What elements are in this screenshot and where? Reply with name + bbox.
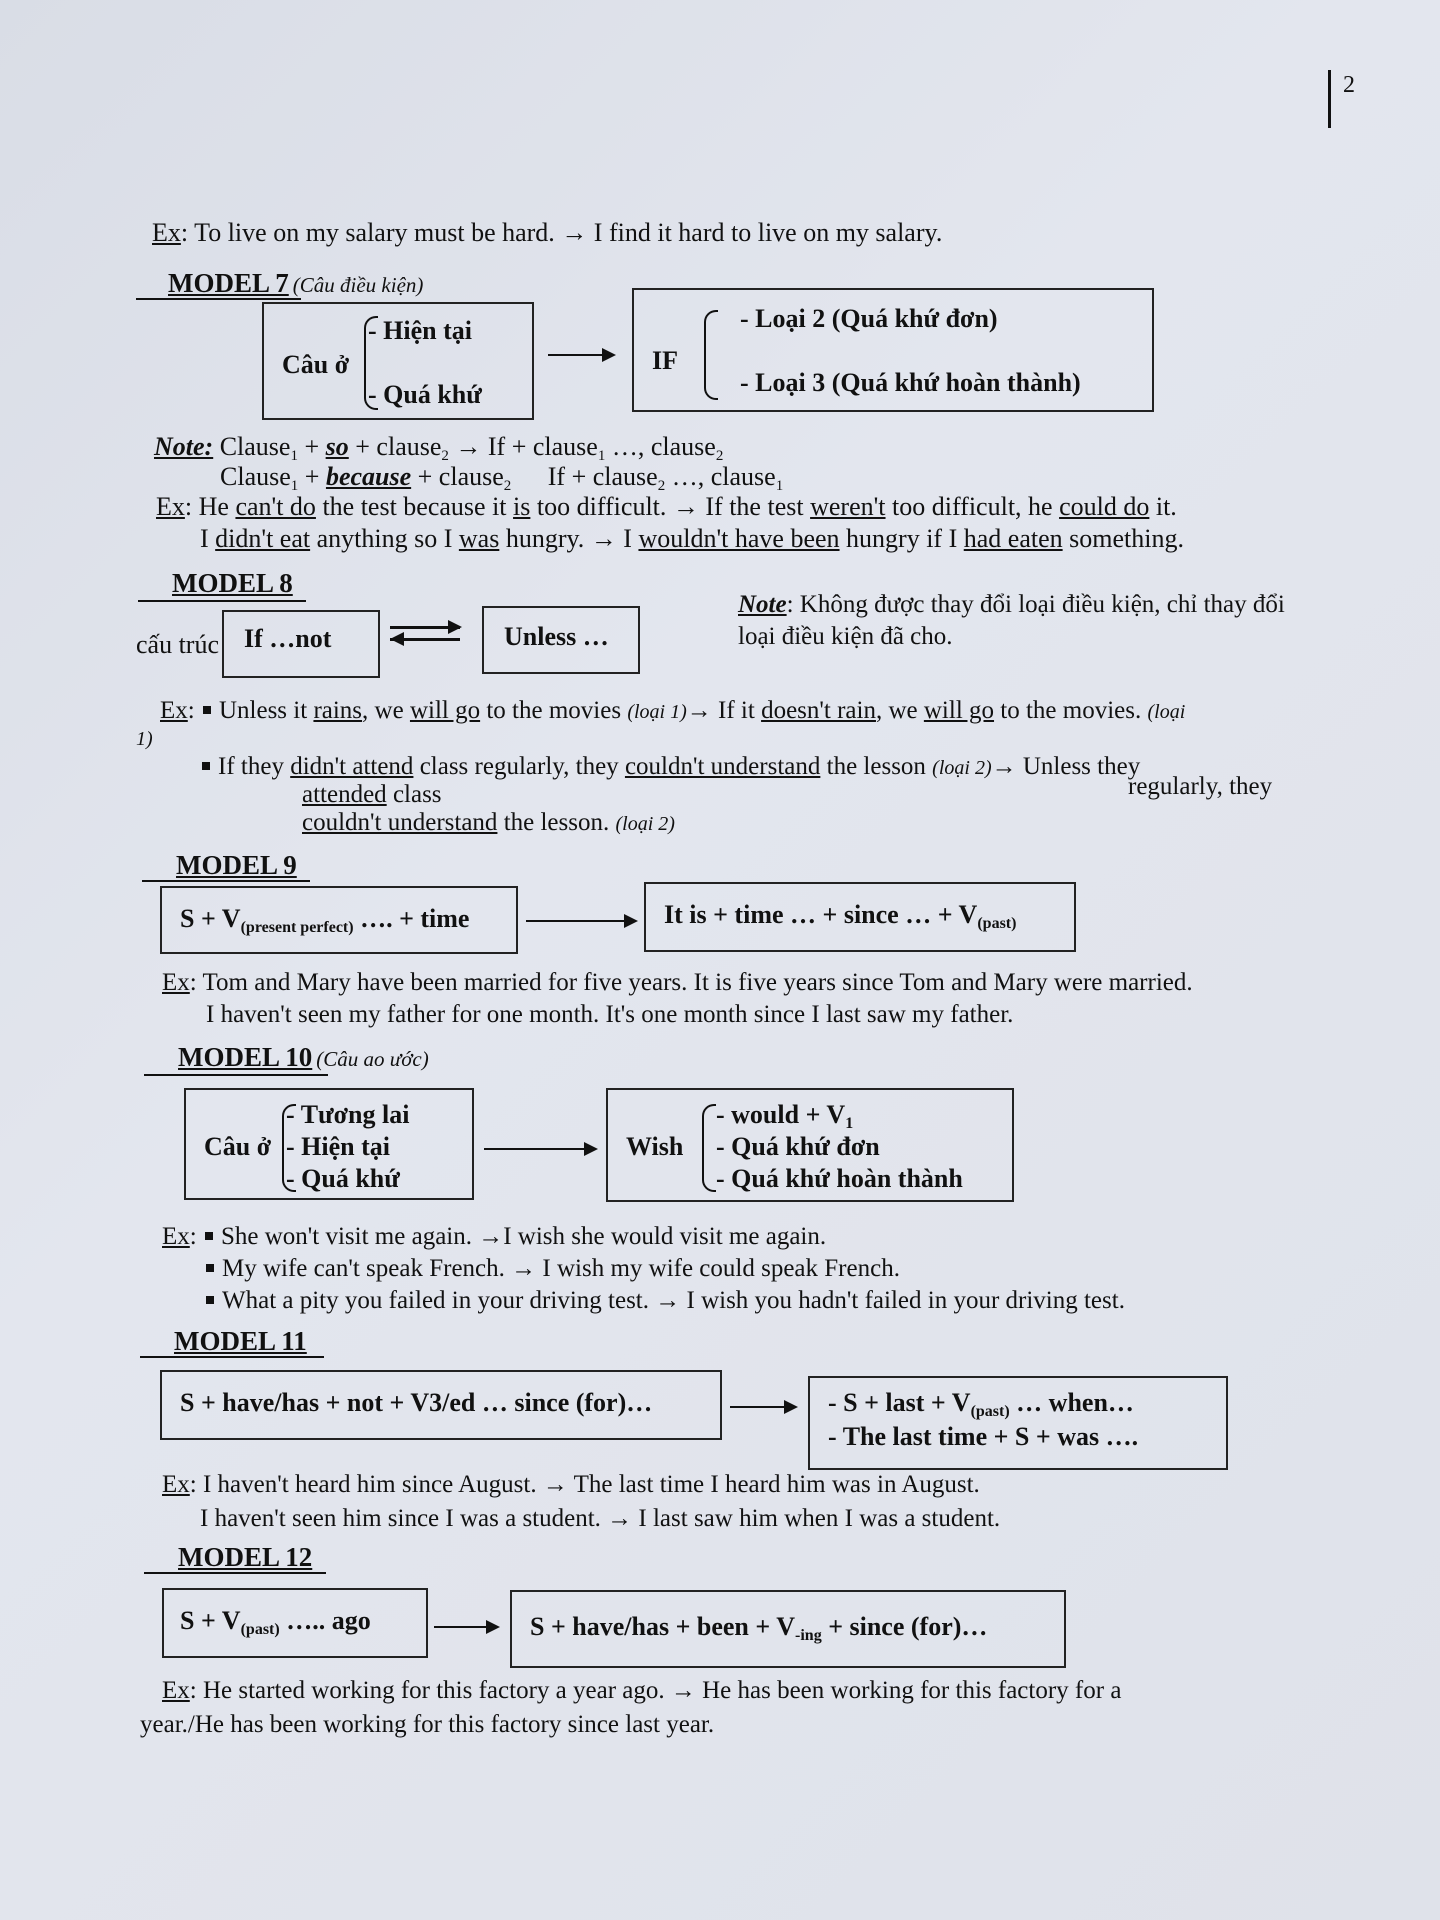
model9-example-1 [162, 968, 1193, 998]
model8-example-2-line2 [302, 780, 442, 810]
ex-underline: couldn't understand [302, 809, 498, 836]
ex-text: : He [184, 492, 236, 521]
model8-example-1-wrap: 1) [136, 728, 153, 750]
model9-left-box-text [180, 904, 469, 937]
formula-sub: (past) [970, 1403, 1010, 1420]
model8-example-2 [200, 752, 1140, 783]
ex-underline: couldn't understand [624, 753, 821, 780]
ex-text: She won't visit me again. →I wish she would visit me again. [220, 1223, 827, 1250]
brace-icon [702, 1104, 716, 1192]
ex-underline: didn't eat [215, 524, 311, 553]
ex-underline: had eaten [963, 524, 1063, 553]
ex-label: Ex [162, 1223, 190, 1250]
model8-note-line1 [738, 590, 1285, 620]
bullet-icon [206, 1296, 214, 1304]
model12-example-2: year./He has been working for this factory since last year. [140, 1711, 715, 1738]
ex-underline: rains [313, 697, 363, 724]
model11-example-2: I haven't seen him since I was a student. → I last saw him when I was a student. [200, 1505, 1001, 1532]
model8-right-box [482, 606, 640, 674]
arrow-right-icon [548, 354, 614, 356]
model7-example-1 [156, 492, 1177, 522]
ex-text: , we [875, 697, 924, 724]
model12-title: MODEL 12 [178, 1542, 313, 1572]
arrow-right-icon [730, 1406, 796, 1408]
ex-underline: attended [302, 781, 387, 808]
model10-example-1: Ex: She won't visit me again. →I wish she would visit me again. [162, 1223, 827, 1250]
ex-text: : [187, 697, 201, 724]
model10-left-item-2: - Hiện tại [286, 1132, 390, 1161]
ex-note: (loại 1) [627, 701, 687, 723]
model8-left-box [222, 610, 380, 678]
note-text: + clause [348, 432, 442, 461]
model10-right-item-2: - Quá khứ đơn [716, 1132, 880, 1161]
model11-left-box-text: S + have/has + not + V3/ed … since (for)… [180, 1388, 653, 1417]
bullet-icon [205, 1232, 213, 1240]
formula-sub: (past) [977, 915, 1017, 932]
ex-text: If they [218, 753, 291, 780]
note-text: : Không được thay đổi loại điều kiện, chỉ thay đổi [786, 591, 1285, 618]
model7-right-item-1: - Loại 2 (Quá khứ đơn) [740, 304, 998, 333]
model7-right-box [632, 288, 1154, 412]
ex-label: Ex [162, 1471, 190, 1498]
note-text: If + clause [547, 462, 658, 491]
ex-text: too difficult, he [885, 492, 1060, 521]
ex-text: What a pity you failed in your driving test. → I wish you hadn't failed in your driving test. [222, 1287, 1125, 1314]
ex-text: I [200, 524, 216, 553]
ex-underline: wouldn't have been [638, 524, 840, 553]
note-label: Note [738, 591, 787, 618]
ex-underline: was [458, 524, 500, 553]
ex-label: Ex [156, 492, 185, 521]
formula-text: + since (for)… [821, 1612, 988, 1641]
model7-left-item-2: - Quá khứ [368, 380, 482, 409]
model10-left-item-3: - Quá khứ [286, 1164, 400, 1193]
ex-text: the lesson [820, 753, 933, 780]
formula-text: - S + last + V [828, 1388, 971, 1417]
intro-example [152, 218, 942, 248]
model12-heading [178, 1542, 312, 1573]
ex-text: something. [1062, 524, 1184, 553]
model8-heading [172, 568, 293, 599]
model11-left-box [160, 1370, 722, 1440]
model7-note-line1: Note: Clause1 + so + clause2 → If + clause1 …, clause2 [154, 432, 724, 464]
note-text: + clause [411, 462, 504, 491]
model9-right-box [644, 882, 1076, 952]
ex-text: anything so I [310, 524, 459, 553]
note-keyword: because [325, 462, 412, 491]
ex-text: it. [1149, 492, 1177, 521]
formula-text: S + V [180, 1606, 241, 1635]
ex-label: Ex [152, 218, 181, 247]
model10-example-3 [204, 1286, 1125, 1316]
ex-note: (loại 2) [932, 757, 992, 779]
ex-label: Ex [160, 697, 188, 724]
model9-right-box-text [664, 900, 1016, 933]
model7-right-item-2: - Loại 3 (Quá khứ hoàn thành) [740, 368, 1081, 397]
arrow-right-icon [526, 920, 636, 922]
ex-text: class regularly, they [413, 753, 625, 780]
model9-title: MODEL 9 [176, 850, 297, 880]
bullet-icon [203, 706, 211, 714]
model10-right-item-1 [716, 1100, 853, 1133]
model10-title: MODEL 10 [178, 1042, 313, 1072]
model10-title-rule [144, 1074, 328, 1076]
model11-example-1 [162, 1470, 980, 1500]
model8-example-2-right: regularly, they [1128, 773, 1273, 800]
ex-underline: is [513, 492, 531, 521]
note-text: Clause [220, 462, 291, 491]
model8-note-line2: loại điều kiện đã cho. [738, 623, 953, 650]
formula-text: …. + time [353, 904, 470, 933]
formula-text: It is + time … + since … + V [664, 900, 978, 929]
model8-title-rule [138, 600, 306, 602]
model12-left-box [162, 1588, 428, 1658]
ex-label: Ex [162, 1677, 190, 1704]
formula-text: … when… [1009, 1388, 1134, 1417]
bullet-icon [202, 762, 210, 770]
arrow-right-icon [434, 1626, 498, 1628]
bullet-icon [206, 1264, 214, 1272]
arrow-right-icon [484, 1148, 596, 1150]
model9-left-box [160, 886, 518, 954]
formula-text: S + have/has + been + V [530, 1612, 796, 1641]
model10-left-label: Câu ở [204, 1132, 272, 1161]
model8-example-1 [160, 696, 1185, 727]
note-text: + [297, 432, 326, 461]
note-text: Clause [219, 432, 291, 461]
formula-sub: (past) [240, 1621, 280, 1638]
ex-text: : Tom and Mary have been married for five years. It is five years since Tom and Mary were married. [189, 969, 1193, 996]
model12-left-box-text [180, 1606, 371, 1639]
model7-left-item-1: - Hiện tại [368, 316, 472, 345]
ex-text: the lesson. [497, 809, 616, 836]
ex-text: , we [362, 697, 410, 724]
ex-text: too difficult. → If the test [530, 492, 811, 521]
formula-text: ….. ago [279, 1606, 371, 1635]
ex-underline: didn't attend [290, 753, 414, 780]
model7-right-label: IF [652, 346, 678, 375]
model10-right-box [606, 1088, 1014, 1202]
note-text: …, clause [665, 462, 776, 491]
model9-heading [176, 850, 297, 881]
model10-left-box [184, 1088, 474, 1200]
formula-text: S + V [180, 904, 241, 933]
model11-right-line1 [828, 1388, 1134, 1421]
model12-example-1 [162, 1676, 1121, 1706]
model11-title: MODEL 11 [174, 1326, 307, 1356]
model10-heading [178, 1042, 429, 1073]
note-label: Note: [154, 432, 214, 461]
ex-note: (loại [1147, 701, 1186, 723]
model10-right-item-3: - Quá khứ hoàn thành [716, 1164, 963, 1193]
ex-text: → Unless they [991, 753, 1141, 780]
model10-subtitle: (Câu ao ước) [316, 1047, 429, 1071]
note-text: …, clause [605, 432, 716, 461]
ex-underline: doesn't rain [761, 697, 876, 724]
ex-text: Unless it [218, 697, 314, 724]
model7-title: MODEL 7 [168, 268, 289, 298]
ex-text: : I haven't heard him since August. → The last time I heard him was in August. [189, 1471, 980, 1498]
model8-title: MODEL 8 [172, 568, 293, 598]
model7-left-box [262, 302, 534, 420]
formula-sub: 1 [845, 1115, 854, 1132]
ex-text: : He started working for this factory a year ago. → He has been working for this factory for a [189, 1677, 1122, 1704]
model8-left-box-text: If …not [244, 624, 332, 653]
ex-underline: could do [1059, 492, 1150, 521]
ex-underline: weren't [810, 492, 886, 521]
formula-text: - would + V [716, 1100, 846, 1129]
model8-example-2-line3 [302, 808, 675, 839]
ex-text: the test because it [315, 492, 514, 521]
model10-left-item-1: - Tương lai [286, 1100, 410, 1129]
ex-underline: will go [923, 697, 995, 724]
note-text: + [298, 462, 326, 491]
model11-heading [174, 1326, 307, 1357]
ex-text: to the movies [480, 697, 628, 724]
model12-right-box-text [530, 1612, 987, 1645]
model8-prefix: cấu trúc [136, 630, 220, 659]
ex-text: hungry. → I [499, 524, 639, 553]
model10-example-2 [204, 1254, 900, 1284]
formula-sub: -ing [795, 1627, 822, 1644]
ex-text: My wife can't speak French. → I wish my wife could speak French. [222, 1255, 900, 1282]
model9-example-2: I haven't seen my father for one month. It's one month since I last saw my father. [206, 1001, 1014, 1028]
model11-right-line2: - The last time + S + was …. [828, 1422, 1139, 1451]
ex-text: hungry if I [839, 524, 964, 553]
ex-text: class [386, 781, 442, 808]
ex-text: → If it [686, 697, 762, 724]
model10-right-label: Wish [626, 1132, 684, 1161]
page-number: 2 [1343, 72, 1355, 98]
note-text: → If + clause [448, 432, 598, 461]
intro-example-text: : To live on my salary must be hard. → I find it hard to live on my salary. [180, 218, 943, 247]
ex-label: Ex [162, 969, 190, 996]
model11-right-box [808, 1376, 1228, 1470]
model12-right-box [510, 1590, 1066, 1668]
page-number-divider [1328, 70, 1331, 128]
model8-right-box-text: Unless … [504, 622, 609, 651]
formula-sub: (present perfect) [240, 919, 354, 936]
model7-left-label: Câu ở [282, 350, 350, 379]
model7-heading [168, 268, 423, 299]
ex-text: to the movies. [994, 697, 1148, 724]
note-keyword: so [325, 432, 349, 461]
model7-example-2 [200, 524, 1184, 554]
brace-icon [704, 310, 718, 400]
model7-note-line2: Clause1 + because + clause2 If + clause2 …, clause1 [220, 462, 784, 494]
ex-underline: can't do [235, 492, 316, 521]
swap-arrows-icon [390, 618, 462, 648]
ex-underline: will go [409, 697, 481, 724]
model7-subtitle: (Câu điều kiện) [292, 273, 424, 297]
ex-note: (loại 2) [615, 813, 675, 835]
